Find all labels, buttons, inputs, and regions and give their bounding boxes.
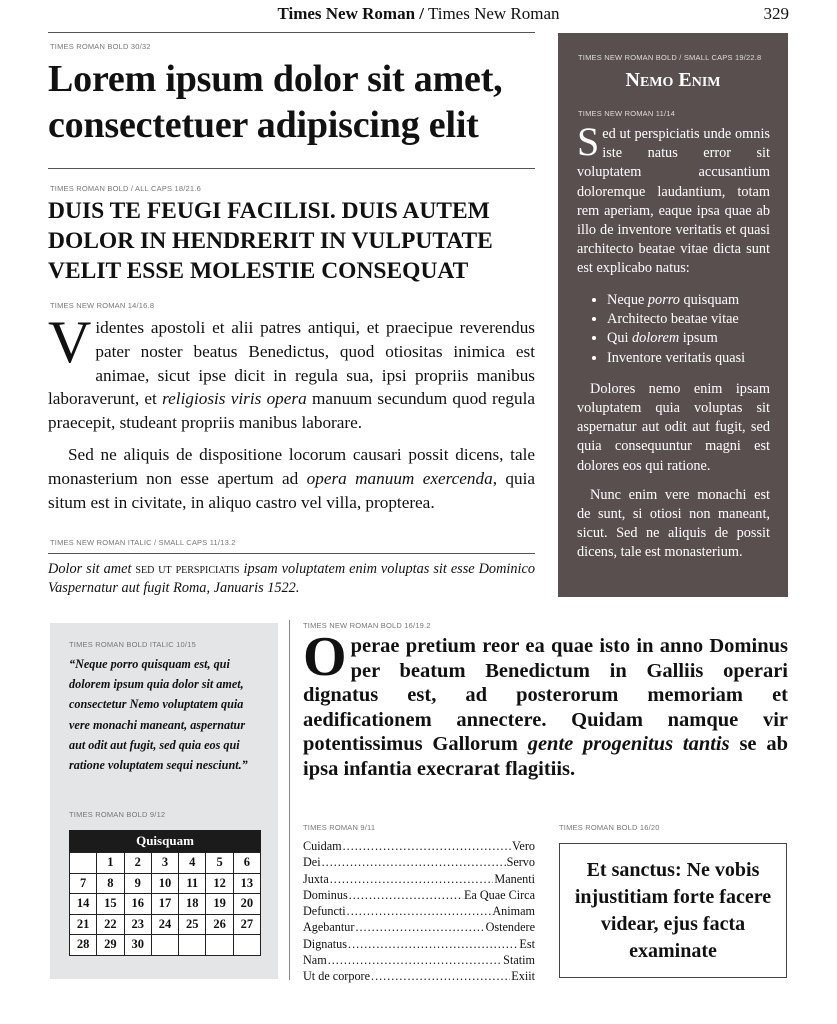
- calendar-cell: 4: [179, 853, 206, 874]
- text-run: Dolor sit amet: [48, 561, 136, 577]
- text-run: Neque: [607, 291, 648, 308]
- drop-cap: S: [577, 119, 600, 164]
- calendar-cell: 22: [97, 915, 124, 936]
- boxed-text: Et sanctus: Ne vobis injustitiam forte facere videar, ejus facta examinate: [559, 843, 787, 978]
- spec-label: TIMES ROMAN 9/11: [303, 823, 376, 832]
- spec-label: TIMES NEW ROMAN ITALIC / SMALL CAPS 11/13.2: [50, 538, 236, 547]
- text-run: se ab ipsa infantia execrarat flagitiis.: [303, 733, 788, 780]
- italic-run: porro: [647, 291, 680, 308]
- pull-quote: “Neque porro quisquam est, qui dolorem ipsum quia dolor sit amet, consectetur Nemo voluptatem quia vere monachi maneant, aspernatur aut odit aut fugit, sed quia eos qui ratione voluptatem sequi nesciunt.”: [69, 657, 248, 773]
- column-rule: [289, 620, 290, 980]
- calendar-cell: 23: [125, 915, 152, 936]
- toc-value: Ea Quae Circa: [463, 887, 535, 902]
- toc-entry: Ut de corpore: [303, 969, 371, 984]
- page-number: 329: [763, 4, 789, 23]
- toc-leader: [348, 936, 518, 952]
- toc-row: [303, 854, 535, 870]
- toc-leader: [322, 854, 506, 870]
- toc-row: [303, 968, 535, 984]
- paragraph: Nunc enim vere monachi est de sunt, si otiosi non maneant, sicut. Sed ne aliquis de possit dicens, tale est monasterium.: [577, 486, 770, 561]
- lead-paragraph: [303, 626, 788, 782]
- calendar-cell: 7: [70, 874, 97, 895]
- calendar: [69, 830, 261, 956]
- text-run: ipsam voluptatem enim voluptas sit esse Dominico Vaspernatur aut fugit Roma, Januaris 1522.: [48, 561, 535, 596]
- running-head-bold: Times New Roman /: [277, 4, 424, 23]
- calendar-cell: 20: [234, 894, 261, 915]
- list-item: [607, 291, 770, 310]
- toc-value: Ostendere: [485, 920, 535, 935]
- calendar-cell: 13: [234, 874, 261, 895]
- spec-label: TIMES ROMAN BOLD 9/12: [69, 810, 166, 819]
- toc-value: Exiit: [511, 969, 535, 984]
- sidebar-body: [577, 119, 770, 573]
- toc-entry: Dominus: [303, 887, 348, 902]
- headline: Lorem ipsum dolor sit amet, consectetuer adipiscing elit: [48, 58, 503, 146]
- toc-row: [303, 871, 535, 887]
- calendar-cell: 5: [206, 853, 233, 874]
- calendar-cell: 17: [152, 894, 179, 915]
- text-run: quisquam: [679, 291, 740, 308]
- toc-value: Animam: [492, 904, 535, 919]
- calendar-cell: 11: [179, 874, 206, 895]
- list-item: [607, 329, 770, 348]
- calendar-cell: 29: [97, 935, 124, 956]
- toc-value: Statim: [503, 953, 535, 968]
- spec-label: TIMES NEW ROMAN 14/16.8: [50, 301, 155, 310]
- toc-row: [303, 936, 535, 952]
- calendar-cell: 28: [70, 935, 97, 956]
- toc-entry: Cuidam: [303, 839, 342, 853]
- text-run: , quia situm est in civitate, in aliquo castro vel villa, propterea.: [48, 468, 535, 512]
- drop-cap: O: [303, 626, 347, 688]
- calendar-cell: 10: [152, 874, 179, 895]
- list-item: • Architecto beatae vitae: [607, 310, 770, 329]
- calendar-cell: 15: [97, 894, 124, 915]
- divider-rule: [48, 168, 535, 169]
- text-run: identes apostoli et alii patres antiqui, et praecipue reverendus pater noster beatus Benedictus, quod otiositas inimica est animae, sicut ipse dicit in regula sua, ipsi propriis manibus laboraverunt, et: [48, 318, 535, 409]
- calendar-cell: 16: [125, 894, 152, 915]
- sidebar-box: [558, 33, 788, 597]
- text-run: ipsum: [679, 330, 718, 347]
- toc-leader: [347, 903, 492, 919]
- toc-row: [303, 838, 535, 854]
- text-run: ed ut perspiciatis unde omnis iste natus error sit voluptatem accusantium doloremque laudantium, totam rem aperiam, eaque ipsa quae ab illo de inventore veritatis et quasi architecto beatae vitae dicta sunt est explicabo natus:: [577, 126, 770, 277]
- spec-label: TIMES ROMAN BOLD ITALIC 10/15: [69, 640, 196, 649]
- toc-leader: [371, 968, 510, 984]
- spec-label: TIMES NEW ROMAN BOLD / SMALL CAPS 19/22.8: [578, 53, 762, 62]
- calendar-cell: [234, 935, 261, 956]
- toc-row: [303, 919, 535, 935]
- toc-value: Vero: [511, 839, 535, 853]
- toc-leader: [328, 952, 502, 968]
- top-rule: [48, 32, 535, 33]
- toc-leader: [343, 838, 511, 854]
- paragraph: [48, 309, 535, 435]
- calendar-cell: 25: [179, 915, 206, 936]
- calendar-cell: 9: [125, 874, 152, 895]
- paragraph: [48, 443, 535, 514]
- toc-entry: Dei: [303, 855, 321, 870]
- small-caps-run: sed ut perspiciatis: [135, 561, 240, 577]
- calendar-cell: 21: [70, 915, 97, 936]
- caption-rule: [48, 553, 535, 554]
- calendar-cell: [70, 853, 97, 874]
- quote-box: [50, 623, 278, 979]
- spec-label: TIMES NEW ROMAN BOLD 16/19.2: [303, 621, 431, 630]
- toc-entry: Dignatus: [303, 936, 348, 951]
- calendar-cell: 30: [125, 935, 152, 956]
- toc-entry: Nam: [303, 953, 327, 968]
- italic-run: religiosis viris opera: [162, 389, 307, 409]
- spec-label: TIMES NEW ROMAN 11/14: [578, 109, 675, 118]
- paragraph: [577, 119, 770, 279]
- toc-row: [303, 887, 535, 903]
- toc-value: Manenti: [494, 871, 535, 886]
- calendar-cell: 8: [97, 874, 124, 895]
- toc-row: [303, 952, 535, 968]
- italic-run: dolorem: [632, 330, 680, 347]
- calendar-cell: 26: [206, 915, 233, 936]
- text-run: Qui: [607, 330, 633, 347]
- calendar-cell: [179, 935, 206, 956]
- toc-entry: Agebantur: [303, 920, 355, 935]
- toc-value: Servo: [506, 855, 535, 870]
- italic-run: gente progenitus tantis: [527, 733, 730, 756]
- toc-leader: [330, 871, 494, 887]
- calendar-cell: 3: [152, 853, 179, 874]
- running-head-regular: Times New Roman: [424, 4, 560, 23]
- spec-label: TIMES ROMAN BOLD 16/20: [559, 823, 660, 832]
- italic-run: opera manuum exercenda: [306, 468, 493, 488]
- calendar-cell: [206, 935, 233, 956]
- calendar-grid: [69, 852, 261, 956]
- calendar-cell: [152, 935, 179, 956]
- drop-cap: V: [48, 309, 92, 375]
- toc-entry: Defuncti: [303, 904, 346, 919]
- subheadline: DUIS TE FEUGI FACILISI. DUIS AUTEM DOLOR IN HENDRERIT IN VULPUTATE VELIT ESSE MOLESTIE CONSEQUAT: [48, 198, 493, 284]
- sidebar-title: Nemo Enim: [625, 69, 721, 91]
- paragraph: Dolores nemo enim ipsam voluptatem quia voluptas sit aspernatur aut odit aut fugit, sed quia consequuntur magni est dolores eos qui ratione.: [577, 380, 770, 474]
- calendar-cell: 1: [97, 853, 124, 874]
- text-run: Sed ne aliquis de dispositione locorum causari possit dicens, tale monasterium non esse apertum ad: [48, 444, 535, 488]
- calendar-cell: 18: [179, 894, 206, 915]
- toc-leader: [349, 887, 463, 903]
- running-head: [0, 4, 837, 24]
- spec-label: TIMES ROMAN BOLD / ALL CAPS 18/21.6: [50, 184, 201, 193]
- toc-value: Est: [519, 936, 535, 951]
- body-text: [48, 309, 535, 514]
- calendar-title: Quisquam: [69, 830, 261, 852]
- calendar-cell: 12: [206, 874, 233, 895]
- list-item: • Inventore veritatis quasi: [607, 349, 770, 368]
- calendar-cell: 19: [206, 894, 233, 915]
- toc-entry: Juxta: [303, 871, 329, 886]
- toc-leader: [355, 919, 484, 935]
- calendar-cell: 2: [125, 853, 152, 874]
- text-run: perae pretium reor ea quae isto in anno Dominus per beatum Benedictum in Galliis operari dignatus est, ad posterorum memoriam et aedificationem annectere. Quidam namque vir potentissimus Gallorum: [303, 635, 788, 756]
- calendar-cell: 6: [234, 853, 261, 874]
- toc-row: [303, 903, 535, 919]
- calendar-cell: 24: [152, 915, 179, 936]
- text-run: manuum secundum quod regula praecepit, studeant propriis manibus laborare.: [48, 389, 535, 433]
- table-of-contents: [303, 838, 535, 985]
- bullet-list: [577, 291, 770, 368]
- calendar-cell: 27: [234, 915, 261, 936]
- spec-label: TIMES ROMAN BOLD 30/32: [50, 42, 151, 51]
- calendar-cell: 14: [70, 894, 97, 915]
- caption: [48, 560, 535, 598]
